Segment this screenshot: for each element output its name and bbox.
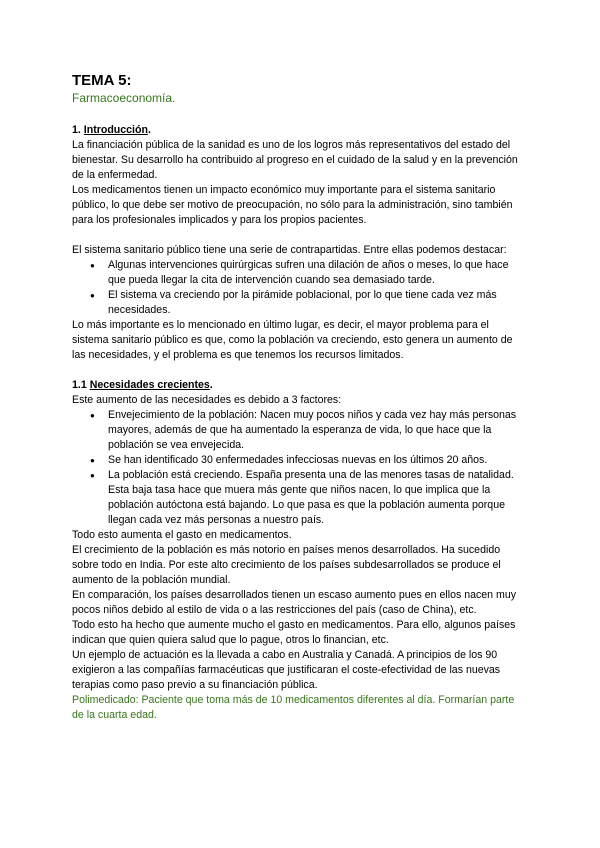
page-subtitle: Farmacoeconomía.	[72, 91, 176, 105]
section-1-number: 1.	[72, 124, 81, 136]
section-1-bullet-list	[72, 258, 528, 318]
section-1-1-title: Necesidades crecientes	[89, 379, 210, 391]
section-1-paragraph-1: La financiación pública de la sanidad es uno de los logros más representativos del estado del bienestar. Su desarrollo ha contribuido al progreso en el cuidado de la salud y en la prevención de la enfermedad.	[72, 139, 518, 181]
section-1-paragraph-2: Los medicamentos tienen un impacto económico muy importante para el sistema sanitario público, lo que debe ser motivo de preocupación, no sólo para la administración, sino también para los profesionales implicados y para los propios pacientes.	[72, 184, 513, 226]
section-1-paragraph-4: Lo más importante es lo mencionado en último lugar, es decir, el mayor problema para el sistema sanitario público es que, como la población va creciendo, esto genera un aumento de las necesidades, y el problema es que tenemos los recursos limitados.	[72, 319, 513, 361]
section-1-1-paragraph-2: El crecimiento de la población es más notorio en países menos desarrollados. Ha sucedido sobre todo en India. Por este alto crecimiento de los países subdesarrollados se produce el aumento de la población mundial.	[72, 544, 501, 586]
document-page	[72, 72, 528, 723]
page-title: TEMA 5:	[72, 72, 132, 89]
list-item: ● La población está creciendo. España presenta una de las menores tasas de natalidad. Esta baja tasa hace que muera más gente que niños nacen, lo que implica que la población autóctona está bajando. Lo que pasa es que la población aumenta porque llegan cada vez más personas a nuestro país.	[72, 468, 528, 528]
section-1-1-heading	[72, 378, 528, 393]
section-1-paragraph-3: El sistema sanitario público tiene una serie de contrapartidas. Entre ellas podemos destacar:	[72, 244, 507, 256]
list-item: ● Se han identificado 30 enfermedades infecciosas nuevas en los últimos 20 años.	[72, 453, 528, 468]
list-item: ● Envejecimiento de la población: Nacen muy pocos niños y cada vez hay más personas mayores, además de que ha aumentado la esperanza de vida, lo que hace que la población se vea envejecida.	[72, 408, 528, 453]
section-1-1-bullet-list	[72, 408, 528, 528]
section-1-1-number: 1.1	[72, 379, 87, 391]
section-1-heading	[72, 123, 528, 138]
section-1-1-intro: Este aumento de las necesidades es debido a 3 factores:	[72, 394, 342, 406]
section-1-1-paragraph-4: Todo esto ha hecho que aumente mucho el gasto en medicamentos. Para ello, algunos países indican que quien quiera salud que lo pague, otros lo financian, etc.	[72, 619, 516, 646]
section-1-1-paragraph-1: Todo esto aumenta el gasto en medicamentos.	[72, 529, 292, 541]
section-1-1-paragraph-3: En comparación, los países desarrollados tienen un escaso aumento pues en ellos nacen muy pocos niños debido al estilo de vida o a las restricciones del país (caso de China), etc.	[72, 589, 517, 616]
list-item: ● Algunas intervenciones quirúrgicas sufren una dilación de años o meses, lo que hace que pueda llegar la cita de intervención cuando sea demasiado tarde.	[72, 258, 528, 288]
section-1-title: Introducción	[83, 124, 148, 136]
section-1-suffix: .	[147, 124, 151, 136]
polimedicado-note: Polimedicado: Paciente que toma más de 10 medicamentos diferentes al día. Formarían parte de la cuarta edad.	[72, 694, 515, 721]
section-1-1-paragraph-5: Un ejemplo de actuación es la llevada a cabo en Australia y Canadá. A principios de los 90 exigieron a las compañías farmacéuticas que justificaran el coste-efectividad de las nuevas terapias como paso previo a su financiación pública.	[72, 649, 501, 691]
list-item: ● El sistema va creciendo por la pirámide poblacional, por lo que tiene cada vez más necesidades.	[72, 288, 528, 318]
section-1-1-suffix: .	[209, 379, 213, 391]
